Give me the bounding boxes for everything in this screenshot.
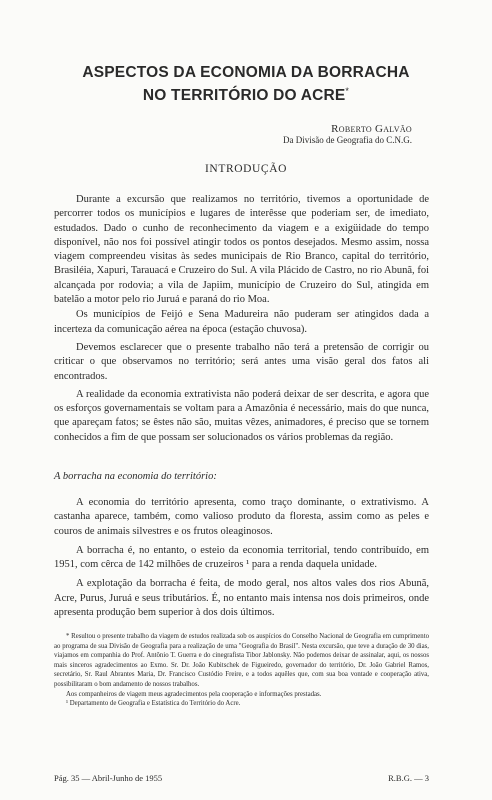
page-footer — [54, 773, 429, 783]
title-line-2 — [40, 82, 452, 105]
intro-paragraph: Durante a excursão que realizamos no território, tivemos a oportunidade de percorrer todos os municípios e lugares de interêsse que poderiam ser, de imediato, estudados. Dado o cunho de reconhecimento da viagem e a exigüidade do tempo disponível, não nos foi possível atingir todos os pontos desejados. Mesmo assim, nossa viagem compreendeu visitas às sedes municipais de Rio Branco, capital do território, Brasiléia, Xapuri, Tarauacá e Cruzeiro do Sul. A vila Plácido de Castro, no rio Abunã, foi alcançada por rodovia; a vila de Japiim, município de Cruzeiro do Sul, atingida em batelão a motor pelo rio Juruá e paraná do rio Moa. — [54, 194, 429, 306]
section-body — [54, 496, 429, 625]
article-title — [40, 63, 452, 105]
author-affiliation: Da Divisão de Geografia do C.N.G. — [283, 135, 412, 145]
footnote: Aos companheiros de viagem meus agradecimentos pela cooperação e informações prestadas. — [66, 690, 322, 698]
intro-paragraph: A realidade da economia extrativista não poderá deixar de ser descrita, e agora que os esforços governamentais se voltam para a Amazônia é necessário, mais do que nunca, que apareçam fatos; se êstes não são, muitas vêzes, animadores, é preciso que se tornem conhecidos a fim de que possam ser solucionados os vários problemas da região. — [54, 388, 429, 443]
title-footnote-mark: * — [345, 86, 350, 96]
section-heading-borracha: A borracha na economia do território: — [54, 471, 217, 482]
footnotes — [54, 632, 429, 709]
title-line-1: ASPECTOS DA ECONOMIA DA BORRACHA — [82, 64, 410, 81]
intro-paragraph: Os municípios de Feijó e Sena Madureira não puderam ser atingidos dada a incerteza da comunicação aérea na época (estação chuvosa). — [54, 309, 429, 335]
footnote: ¹ Departamento de Geografia e Estatística do Território do Acre. — [66, 700, 241, 708]
section-paragraph: A explotação da borracha é feita, de modo geral, nos altos vales dos rios Abunã, Acre, Purus, Juruá e seus tributários. É, no entanto mais intensa nos dois primeiros, onde apresenta produção bem superior à dos dois últimos. — [54, 578, 429, 619]
title-line-2-text: NO TERRITÓRIO DO ACRE — [142, 87, 346, 105]
footer-page-info: Pág. 35 — Abril-Junho de 1955 — [54, 773, 163, 783]
intro-paragraph: Devemos esclarecer que o presente trabalho não terá a pretensão de corrigir ou criticar o que observamos no território; será antes uma visão geral dos fatos ali encontrados. — [54, 341, 429, 382]
section-heading-introducao: INTRODUÇÃO — [204, 163, 288, 175]
section-paragraph: A economia do território apresenta, como traço dominante, o extrativismo. A castanha aparece, também, como valioso produto da floresta, assim como as peles e couros de animais silvestres e os frutos oleaginosos. — [54, 497, 429, 537]
footnote: * Resultou o presente trabalho da viagem de estudos realizada sob os auspícios do Conselho Nacional de Geografia em cumprimento ao programa de sua Divisão de Geografia para a realização de uma "Geografia do Brasil". Nesta excursão, que teve a duração de 30 dias, viajamos em companhia do Prof. Antônio T. Guerra e do cinegrafista Tibor Jablonsky. Não podemos deixar de assinalar, aqui, os nossos mais sinceros agradecimentos ao Exmo. Sr. Dr. João Kubitschek de Figueiredo, governador do território, Dr. João Gabriel Ramos, secretário, Sr. Raul Abrantes Maria, Dr. Francisco Custódio Freire, e a todos aquêles que, com sua boa vontade e cooperação ativa, possibilitaram o bom andamento de nossos trabalhos. — [54, 633, 429, 688]
footer-journal-ref: R.B.G. — 3 — [388, 773, 429, 783]
section-paragraph: A borracha é, no entanto, o esteio da economia territorial, tendo contribuído, em 1951, com cêrca de 142 milhões de cruzeiros ¹ para a renda daquela unidade. — [54, 544, 429, 571]
author-name: Roberto Galvão — [331, 123, 412, 135]
intro-body — [54, 193, 429, 446]
